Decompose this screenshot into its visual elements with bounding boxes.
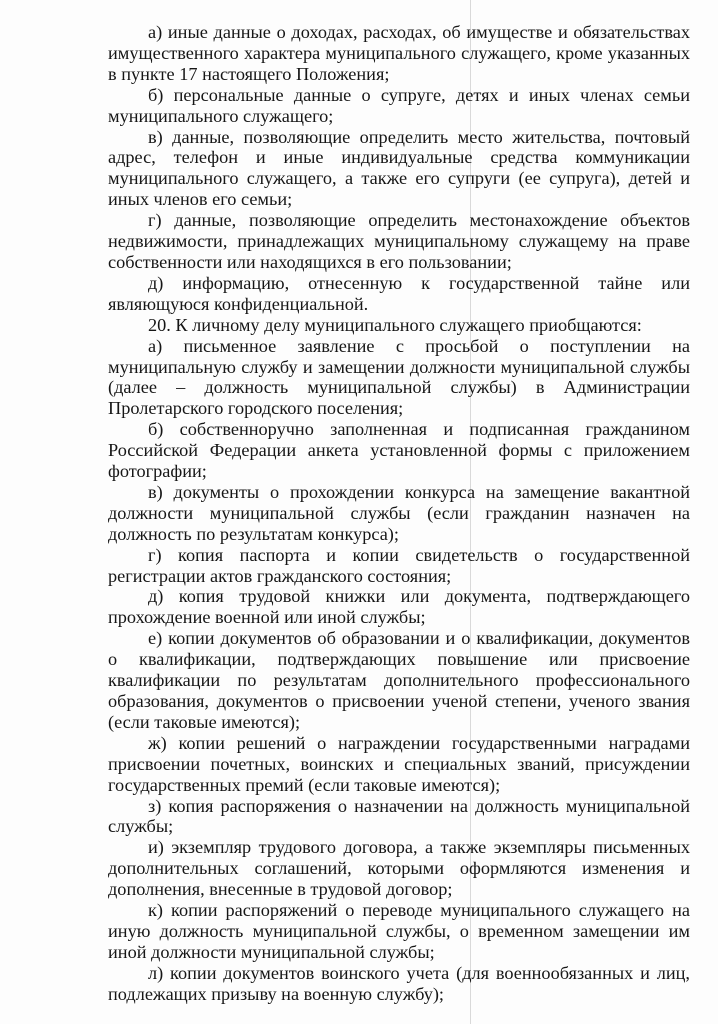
paragraph-20g: г) копия паспорта и копии свидетельств о государственной регистрации актов гражданского состояния;	[108, 544, 690, 586]
paragraph-19b: б) персональные данные о супруге, детях и иных членах семьи муниципального служащего;	[108, 84, 690, 126]
paragraph-20zh: ж) копии решений о награждении государственными наградами присвоении почетных, воинских и специальных званий, присуждении государственных премий (если таковые имеются);	[108, 732, 690, 795]
paragraph-20b: б) собственноручно заполненная и подписанная гражданином Российской Федерации анкета установленной формы с приложением фотографии;	[108, 419, 690, 482]
paragraph-20a: а) письменное заявление с просьбой о поступлении на муниципальную службу и замещении должности муниципальной службы (далее – должность муниципальной службы) в Администрации Пролетарского городского поселения;	[108, 335, 690, 419]
paragraph-20v: в) документы о прохождении конкурса на замещение вакантной должности муниципальной службы (если гражданин назначен на должность по результатам конкурса);	[108, 481, 690, 544]
document-body	[108, 22, 690, 1005]
paragraph-20i: и) экземпляр трудового договора, а также экземпляры письменных дополнительных соглашений, которыми оформляются изменения и дополнения, внесенные в трудовой договор;	[108, 837, 690, 900]
paragraph-19v: в) данные, позволяющие определить место жительства, почтовый адрес, телефон и иные индивидуальные средства коммуникации муниципального служащего, а также его супруги (ее супруга), детей и иных членов его семьи;	[108, 126, 690, 210]
paragraph-20l: л) копии документов воинского учета (для военнообязанных и лиц, подлежащих призыву на военную службу);	[108, 962, 690, 1004]
paragraph-20z: з) копия распоряжения о назначении на должность муниципальной службы;	[108, 795, 690, 837]
paragraph-19a: а) иные данные о доходах, расходах, об имуществе и обязательствах имущественного характера муниципального служащего, кроме указанных в пункте 17 настоящего Положения;	[108, 22, 690, 84]
paragraph-20k: к) копии распоряжений о переводе муниципального служащего на иную должность муниципальной службы, о временном замещении им иной должности муниципальной службы;	[108, 900, 690, 962]
paragraph-19d: д) информацию, отнесенную к государственной тайне или являющуюся конфиденциальной.	[108, 272, 690, 314]
paragraph-20e: е) копии документов об образовании и о квалификации, документов о квалификации, подтверждающих повышение или присвоение квалификации по результатам дополнительного профессионального образования, документов о присвоении ученой степени, ученого звания (если таковые имеются);	[108, 628, 690, 732]
paragraph-19g: г) данные, позволяющие определить местонахождение объектов недвижимости, принадлежащих муниципальному служащему на праве собственности или находящихся в его пользовании;	[108, 210, 690, 272]
paragraph-20d: д) копия трудовой книжки или документа, подтверждающего прохождение военной или иной службы;	[108, 586, 690, 628]
paragraph-20-heading: 20. К личному делу муниципального служащего приобщаются:	[148, 314, 642, 335]
